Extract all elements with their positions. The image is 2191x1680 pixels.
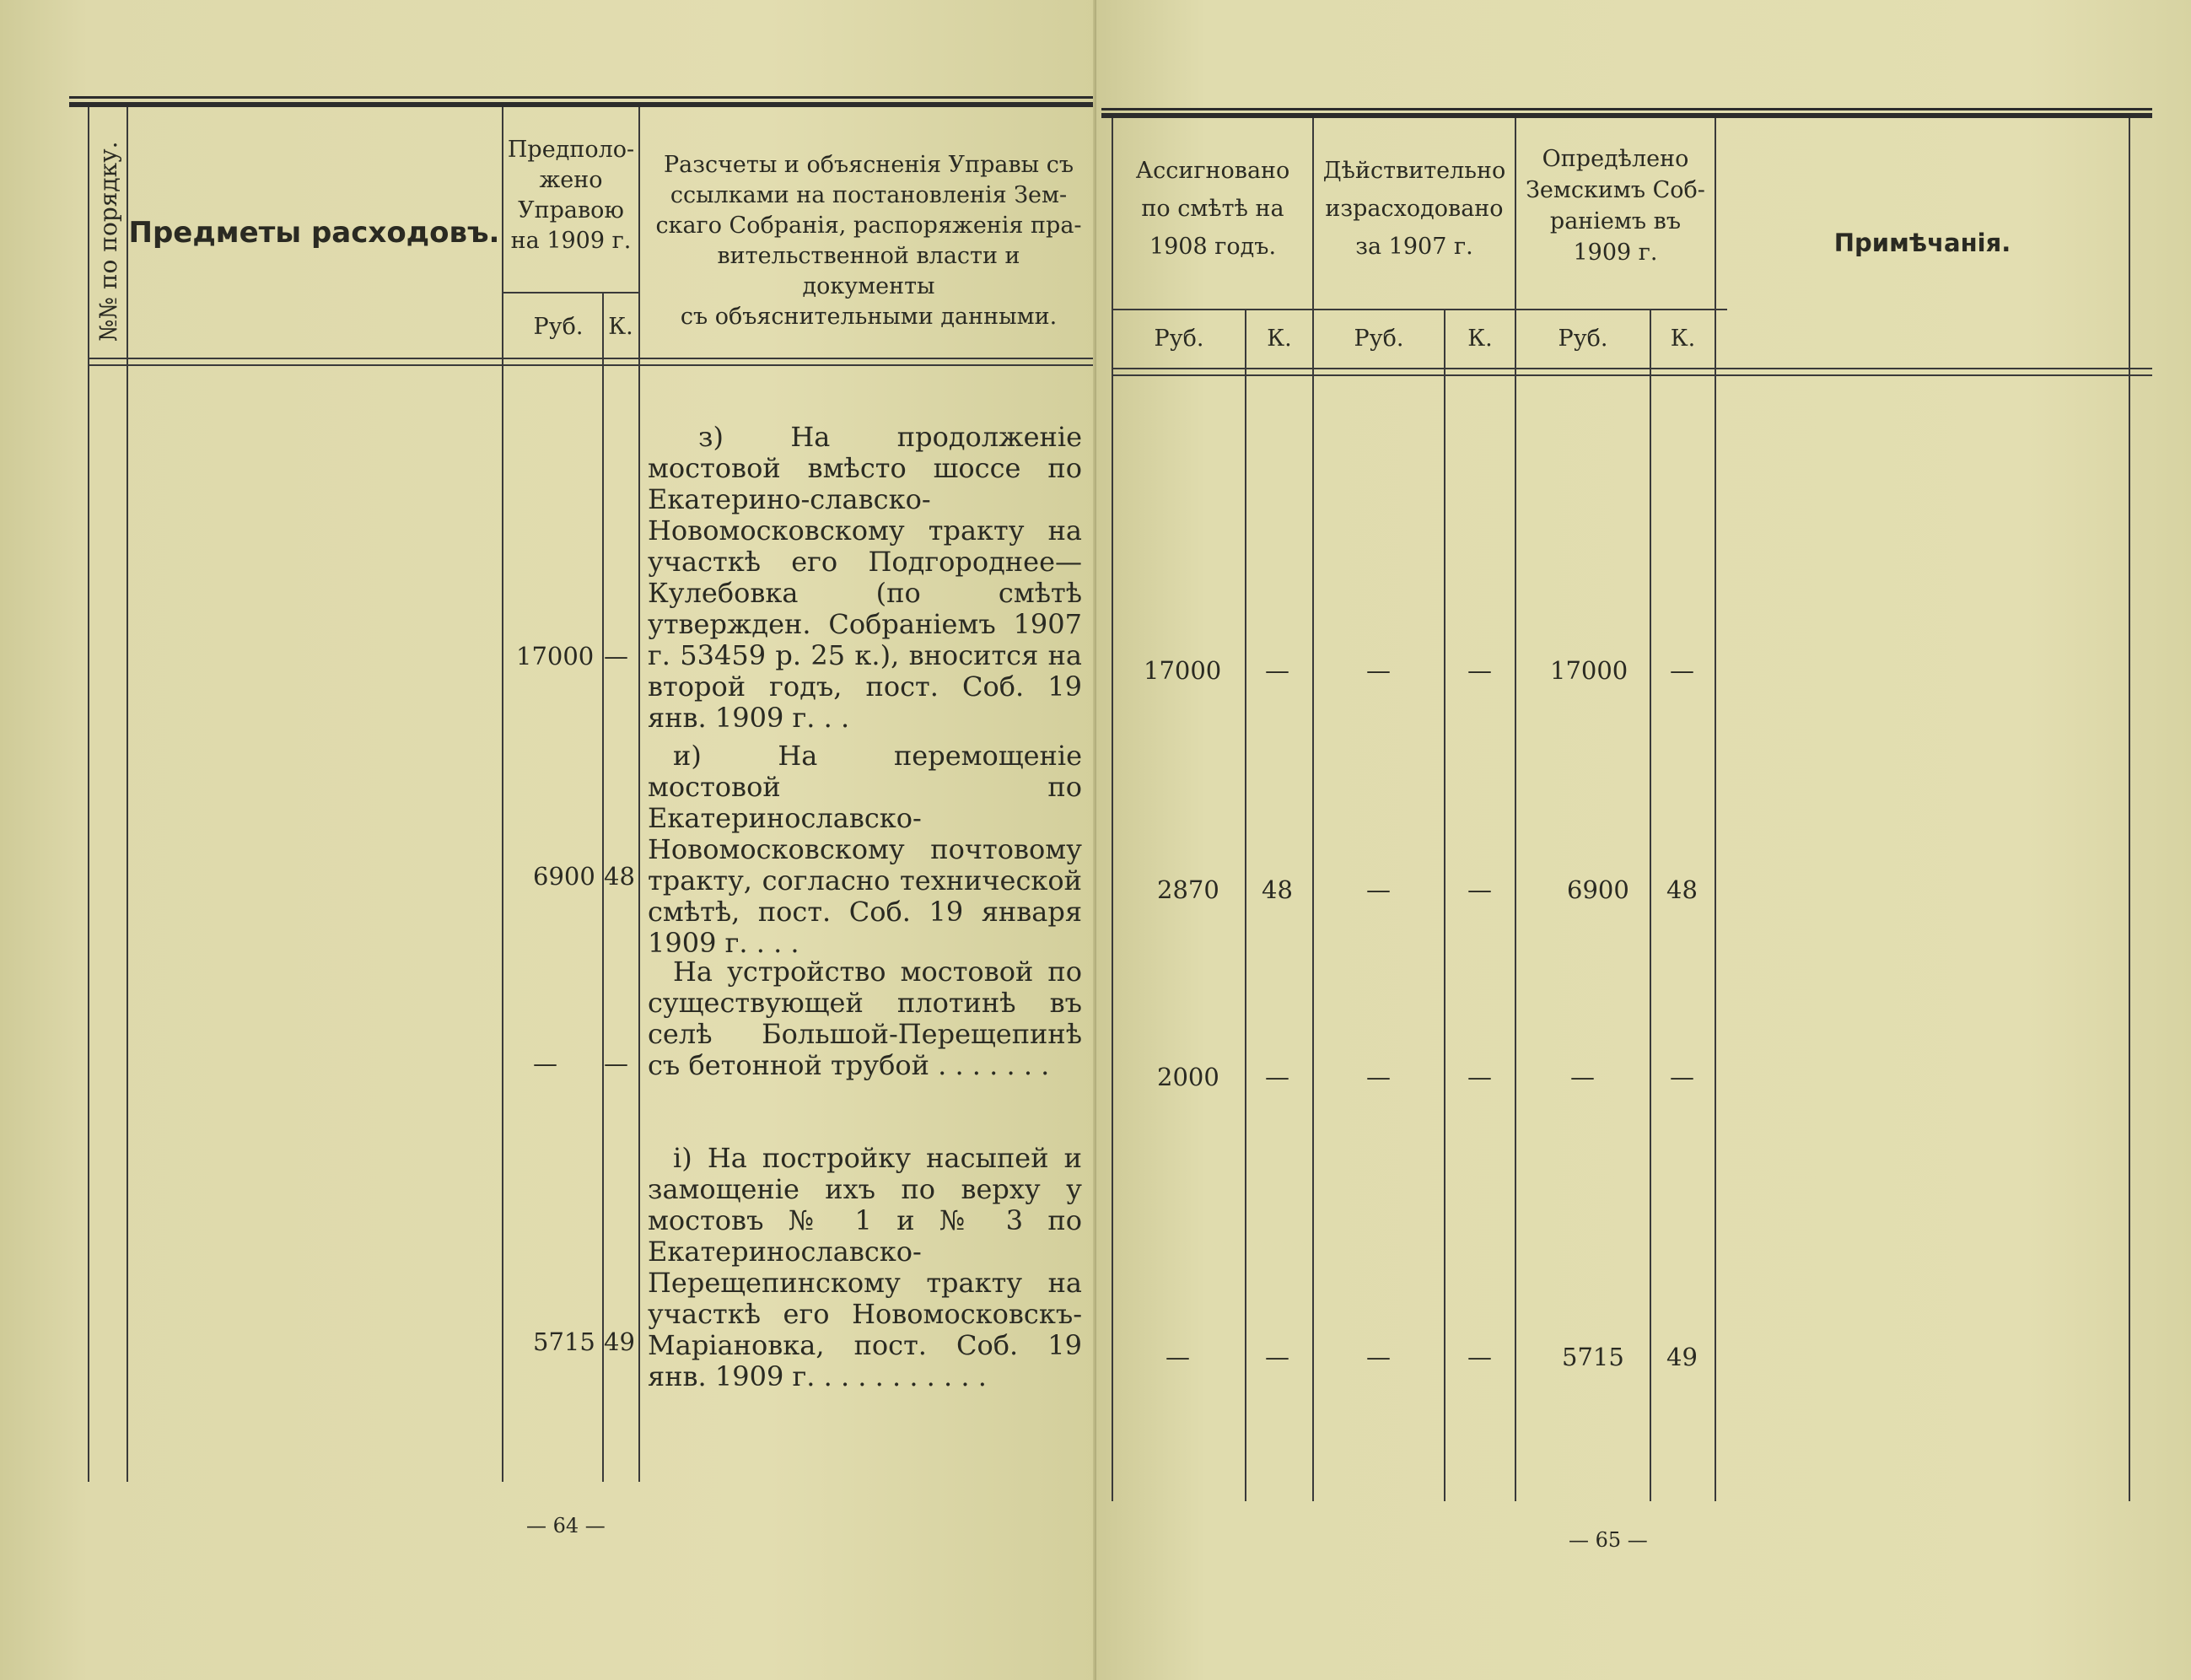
r4-det-rub: 5715 bbox=[1562, 1343, 1624, 1371]
entry-i-text: и) На перемощеніе мостовой по Екатеринославско-Новомосковскому почтовому тракту, согласно технической смѣтѣ, пост. Соб. 19 января 1909 г. . . . bbox=[648, 740, 1082, 959]
header-determined: Опредѣлено Земскимъ Соб- раніемъ въ 1909 г. bbox=[1526, 146, 1705, 266]
rcol-line-3 bbox=[1444, 309, 1445, 1501]
header-assigned-rub: Руб. bbox=[1154, 326, 1204, 352]
entry-z-kop: — bbox=[604, 642, 628, 670]
header-proposed-rub: Руб. bbox=[533, 314, 584, 340]
r3-spent-kop: — bbox=[1467, 1063, 1492, 1091]
header-assigned: Ассигновано по смѣтѣ на 1908 годъ. bbox=[1135, 158, 1290, 260]
r2-det-rub: 6900 bbox=[1567, 875, 1629, 904]
r4-assigned-kop: — bbox=[1265, 1343, 1289, 1371]
r3-spent-rub: — bbox=[1366, 1063, 1391, 1091]
header-det-rub: Руб. bbox=[1558, 326, 1608, 352]
r2-det-kop: 48 bbox=[1666, 875, 1698, 904]
r2-assigned-kop: 48 bbox=[1262, 875, 1293, 904]
entry-i-kop: 48 bbox=[604, 862, 635, 891]
r1-assigned-rub: 17000 bbox=[1144, 656, 1222, 685]
header-spent: Дѣйствительно израсходовано за 1907 г. bbox=[1322, 158, 1506, 260]
top-rule-thin bbox=[69, 96, 1094, 99]
entry-z-text: з) На продолженіе мостовой вмѣсто шоссе по Екатерино-славско-Новомосковскому тракту на участкѣ его Подгороднее—Кулебовка (по смѣтѣ утвержден. Собраніемъ 1907 г. 53459 р. 25 к.), вносится на второй годъ, пост. Соб. 19 янв. 1909 г. . . bbox=[648, 421, 1082, 734]
header-spent-rub: Руб. bbox=[1354, 326, 1404, 352]
r1-det-kop: — bbox=[1670, 656, 1694, 685]
r1-det-rub: 17000 bbox=[1550, 656, 1628, 685]
r2-spent-rub: — bbox=[1366, 875, 1391, 904]
col-line-order bbox=[127, 107, 128, 1482]
header-proposed: Предполо- жено Управою на 1909 г. bbox=[507, 137, 635, 254]
top-rule-thin-right bbox=[1101, 108, 2152, 110]
header-subject: Предметы расходовъ. bbox=[128, 216, 500, 250]
header-bottom-line-right bbox=[1112, 368, 2152, 369]
right-page bbox=[1096, 0, 2191, 1680]
entry-i2-text: і) На постройку насыпей и замощеніе ихъ по верху у мостовъ № 1 и № 3 по Екатеринославско-Перещепинскому тракту на участкѣ его Новомосковскъ-Маріановка, пост. Соб. 19 янв. 1909 г. . . . . . . . . . . bbox=[648, 1142, 1082, 1392]
entry-z-rub: 17000 bbox=[516, 642, 595, 670]
header-order-no: №№ по порядку. bbox=[94, 141, 122, 342]
header-bottom-line-right-2 bbox=[1112, 374, 2152, 376]
rcol-line-7 bbox=[2129, 118, 2130, 1501]
r1-assigned-kop: — bbox=[1265, 656, 1289, 685]
page-number-left: — 64 — bbox=[526, 1514, 606, 1537]
top-rule-thick bbox=[69, 102, 1094, 107]
top-rule-thick-right bbox=[1101, 113, 2152, 118]
rcol-line-5 bbox=[1650, 309, 1651, 1501]
entry-i2-kop: 49 bbox=[604, 1327, 635, 1356]
rcol-line-6 bbox=[1715, 118, 1716, 1501]
header-assigned-kop: К. bbox=[1267, 326, 1292, 352]
header-spent-kop: К. bbox=[1467, 326, 1493, 352]
entry-dam-rub: — bbox=[533, 1049, 557, 1078]
r1-spent-rub: — bbox=[1366, 656, 1391, 685]
header-bottom-line bbox=[88, 358, 1094, 359]
r4-spent-rub: — bbox=[1366, 1343, 1391, 1371]
r3-det-kop: — bbox=[1670, 1063, 1694, 1091]
r1-spent-kop: — bbox=[1467, 656, 1492, 685]
header-proposed-kop: К. bbox=[608, 314, 633, 340]
r2-assigned-rub: 2870 bbox=[1157, 875, 1219, 904]
page-number-right: — 65 — bbox=[1569, 1528, 1648, 1552]
entry-dam-text: На устройство мостовой по существующей плотинѣ въ селѣ Большой-Перещепинѣ съ бетонной трубой . . . . . . . bbox=[648, 956, 1082, 1081]
entry-dam-kop: — bbox=[604, 1049, 628, 1078]
subheader-line-right bbox=[1112, 309, 1727, 310]
r4-det-kop: 49 bbox=[1666, 1343, 1698, 1371]
entry-i-rub: 6900 bbox=[533, 862, 595, 891]
r2-spent-kop: — bbox=[1467, 875, 1492, 904]
r3-det-rub: — bbox=[1570, 1063, 1595, 1091]
r3-assigned-kop: — bbox=[1265, 1063, 1289, 1091]
header-notes: Примѣчанія. bbox=[1833, 229, 2011, 257]
proposed-subheader-line bbox=[502, 292, 640, 293]
col-line-outer bbox=[88, 107, 89, 1482]
col-line-kop bbox=[638, 107, 640, 1482]
entry-i2-rub: 5715 bbox=[533, 1327, 595, 1356]
header-explanation: Разсчеты и объясненія Управы съ ссылками на постановленія Зем- скаго Собранія, распоряженія пра- вительственной власти и документы съ объяснительными данными. bbox=[655, 152, 1082, 330]
header-bottom-line-2 bbox=[88, 364, 1094, 366]
r3-assigned-rub: 2000 bbox=[1157, 1063, 1219, 1091]
r4-spent-kop: — bbox=[1467, 1343, 1492, 1371]
col-line-subject bbox=[502, 107, 503, 1482]
rcol-line-1 bbox=[1245, 309, 1246, 1501]
r4-assigned-rub: — bbox=[1165, 1343, 1190, 1371]
header-det-kop: К. bbox=[1670, 326, 1696, 352]
